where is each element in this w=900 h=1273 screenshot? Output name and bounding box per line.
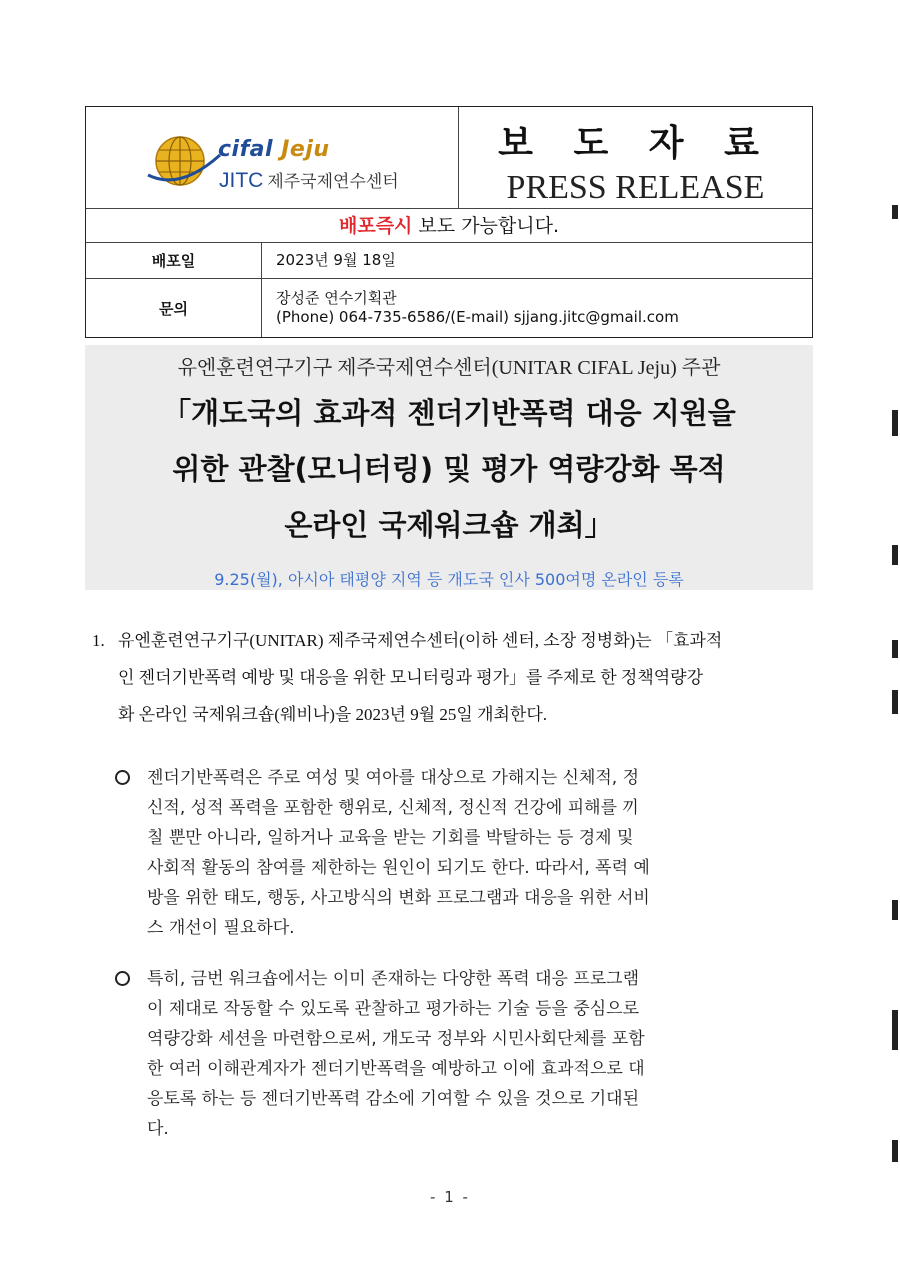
headline-box <box>85 345 813 590</box>
bullet-line: 젠더기반폭력은 주로 여성 및 여아를 대상으로 가해지는 신체적, 정 <box>147 768 640 788</box>
globe-logo-icon <box>146 131 222 191</box>
date-row <box>86 243 812 279</box>
edge-mark <box>892 410 898 436</box>
edge-mark <box>892 205 898 219</box>
page-edge <box>886 0 900 1273</box>
page-number: - 1 - <box>430 1188 470 1206</box>
contact-value <box>276 279 812 337</box>
edge-mark <box>892 900 898 920</box>
edge-mark <box>892 545 898 565</box>
logo-jitc-text: JITC 제주국제연수센터 <box>219 169 399 192</box>
headline-line-1: 「개도국의 효과적 젠더기반폭력 대응 지원을 <box>162 396 736 430</box>
paragraph-line: 화 온라인 국제워크숍(웨비나)을 2023년 9월 25일 개최한다. <box>118 705 548 724</box>
paragraph-number: 1. <box>92 631 105 650</box>
edge-mark <box>892 1140 898 1162</box>
press-release-title-kr: 보 도 자 료 <box>498 123 773 164</box>
contact-name: 장성준 연수기획관 <box>276 289 397 307</box>
bullet-line: 사회적 활동의 참여를 제한하는 원인이 되기도 한다. 따라서, 폭력 예 <box>147 858 650 878</box>
circle-bullet-icon <box>115 971 130 986</box>
contact-row <box>86 279 812 337</box>
headline-line-2: 위한 관찰(모니터링) 및 평가 역량강화 목적 <box>172 452 726 486</box>
press-release-title-en: PRESS RELEASE <box>506 169 765 206</box>
circle-bullet-icon <box>115 770 130 785</box>
bullet-line: 방을 위한 태도, 행동, 사고방식의 변화 프로그램과 대응을 위한 서비 <box>147 888 650 908</box>
logo <box>86 107 459 209</box>
date-value: 2023년 9월 18일 <box>276 251 396 269</box>
bullet-line: 신적, 성적 폭력을 포함한 행위로, 신체적, 정신적 건강에 피해를 끼 <box>147 798 639 818</box>
edge-mark <box>892 640 898 658</box>
release-notice <box>86 209 812 243</box>
bullet-line: 한 여러 이해관계자가 젠더기반폭력을 예방하고 이에 효과적으로 대 <box>147 1059 645 1079</box>
contact-label: 문의 <box>86 279 262 337</box>
organizer-line: 유엔훈련연구기구 제주국제연수센터(UNITAR CIFAL Jeju) 주관 <box>177 357 721 379</box>
contact-info[interactable]: (Phone) 064-735-6586/(E-mail) sjjang.jitc@gmail.com <box>276 308 679 326</box>
notice-text: 보도 가능합니다. <box>412 215 560 237</box>
date-label: 배포일 <box>86 243 262 278</box>
bullet-line: 특히, 금번 워크숍에서는 이미 존재하는 다양한 폭력 대응 프로그램 <box>147 969 640 989</box>
paragraph-line: 인 젠더기반폭력 예방 및 대응을 위한 모니터링과 평가」를 주제로 한 정책역량강 <box>118 668 704 687</box>
paragraph-line: 유엔훈련연구기구(UNITAR) 제주국제연수센터(이하 센터, 소장 정병화)는 「효과적 <box>118 631 723 650</box>
bullet-line: 다. <box>147 1119 169 1139</box>
header-table <box>85 106 813 338</box>
bullet-line: 이 제대로 작동할 수 있도록 관찰하고 평가하는 기술 등을 중심으로 <box>147 999 640 1019</box>
edge-mark <box>892 690 898 714</box>
title-cell <box>459 107 812 209</box>
bullet-line: 역량강화 세션을 마련함으로써, 개도국 정부와 시민사회단체를 포함 <box>147 1029 645 1049</box>
bullet-line: 스 개선이 필요하다. <box>147 918 295 938</box>
logo-cifal-text: cifal Jeju <box>218 137 330 162</box>
bullet-line: 칠 뿐만 아니라, 일하거나 교육을 받는 기회를 박탈하는 등 경제 및 <box>147 828 634 848</box>
notice-highlight: 배포즉시 <box>338 215 413 237</box>
header-top-row <box>86 107 812 209</box>
headline-line-3: 온라인 국제워크숍 개최」 <box>284 508 614 542</box>
sub-headline: 9.25(월), 아시아 태평양 지역 등 개도국 인사 500여명 온라인 등록 <box>214 570 684 589</box>
bullet-line: 응토록 하는 등 젠더기반폭력 감소에 기여할 수 있을 것으로 기대된 <box>147 1089 640 1109</box>
edge-mark <box>892 1010 898 1050</box>
